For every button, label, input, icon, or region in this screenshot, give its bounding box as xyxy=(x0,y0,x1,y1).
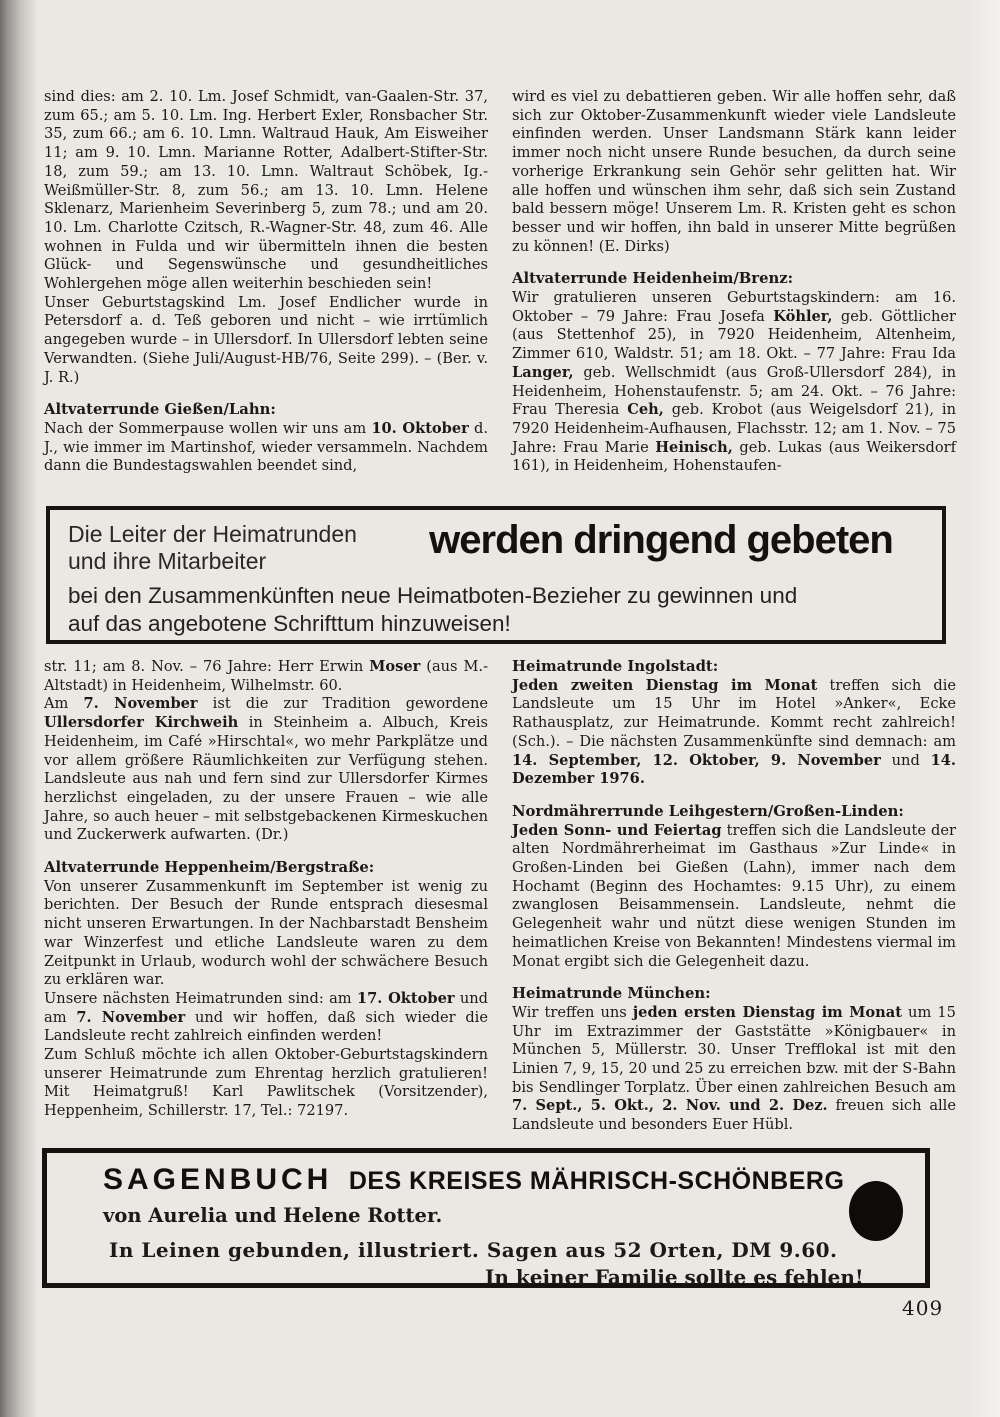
column-right-bottom xyxy=(512,658,956,1135)
section xyxy=(44,658,488,845)
column-right-top xyxy=(512,88,956,476)
advert-title-rest: DES KREISES MÄHRISCH-SCHÖNBERG xyxy=(348,1167,845,1195)
advert-authors: von Aurelia und Helene Rotter. xyxy=(103,1204,443,1227)
advert-details: In Leinen gebunden, illustriert. Sagen aus 52 Orten, DM 9.60. xyxy=(109,1238,838,1262)
section xyxy=(44,859,488,1121)
binding-shadow xyxy=(0,0,38,1417)
column-left-bottom xyxy=(44,658,488,1135)
announcement-box xyxy=(46,506,946,644)
announcement-top-line xyxy=(68,518,924,575)
announcement-body-line2: auf das angebotene Schrifttum hinzuweisen! xyxy=(68,610,511,636)
advert-box xyxy=(42,1148,930,1288)
announcement-headline: werden dringend gebeten xyxy=(429,518,893,562)
column-left-top xyxy=(44,88,488,476)
paragraph: wird es viel zu debattieren geben. Wir alle hoffen sehr, daß sich zur Oktober-Zusammenkunft wieder viele Landsleute einfinden werden. Unser Landsmann Stärk kann leider immer noch nicht unsere Runde besuchen, da durch seine vorherige Erkrankung sein Gehör sehr gelitten hat. Wir alle hoffen und wünschen ihm sehr, daß sich sein Zustand bald bessern möge! Unserem Lm. R. Kristen geht es schon besser und wir hoffen, ihn bald in unserer Mitte begrüßen zu können! (E. Dirks) xyxy=(512,88,956,255)
page-number: 409 xyxy=(902,1296,944,1320)
announcement-body-line1: bei den Zusammenkünften neue Heimatboten-Bezieher zu gewinnen und xyxy=(68,583,798,608)
paragraph: Nach der Sommerpause wollen wir uns am 10. Oktober d. J., wie immer im Martinshof, wieder versammeln. Nachdem dann die Bundestagswahlen beendet sind, xyxy=(44,419,488,475)
announcement-label-line1: Die Leiter der Heimatrunden xyxy=(68,521,357,547)
paragraph: Wir treffen uns jeden ersten Dienstag im Monat um 15 Uhr im Extrazimmer der Gaststätte »Königbauer« in München 5, Müllerstr. 30. Unser Trefflokal ist mit den Linien 7, 9, 15, 20 und 25 zu erreichen bzw. mit der S-Bahn bis Sendlinger Torplatz. Über einen zahlreichen Besuch am 7. Sept., 5. Okt., 2. Nov. und 2. Dez. freuen sich alle Landsleute und besonders Euer Hübl. xyxy=(512,1003,956,1134)
paragraph: sind dies: am 2. 10. Lm. Josef Schmidt, van-Gaalen-Str. 37, zum 65.; am 5. 10. Lm. Ing. Herbert Exler, Ronsbacher Str. 35, zum 66.; am 6. 10. Lmn. Waltraud Hauk, Am Eisweiher 11; am 9. 10. Lmn. Marianne Rotter, Adalbert-Stifter-Str. 18, zum 59.; am 13. 10. Lmn. Waltraut Schöbek, Ig.-Weißmüller-Str. 8, zum 56.; am 13. 10. Lmn. Helene Sklenarz, Marienheim Severinberg 5, zum 78.; und am 20. 10. Lm. Charlotte Czitsch, R.-Wagner-Str. 48, zum 46. Alle wohnen in Fulda und wir übermitteln ihnen die besten Glück- und Segenswünsche und gesundheitliches Wohlergehen möge allen weiterhin beschieden sein! xyxy=(44,88,488,293)
paragraph: Jeden zweiten Dienstag im Monat treffen sich die Landsleute um 15 Uhr im Hotel »Anker«, Ecke Rathausplatz, zur Heimatrunde. Kommt recht zahlreich! (Sch.). – Die nächsten Zusammenkünfte sind demnach: am 14. September, 12. Oktober, 9. November und 14. Dezember 1976. xyxy=(512,676,956,788)
announcement-label-line2: und ihre Mitarbeiter xyxy=(68,548,267,574)
black-circle-icon xyxy=(849,1181,903,1241)
top-columns xyxy=(44,88,956,476)
advert-title xyxy=(103,1163,909,1197)
paragraph: Von unserer Zusammenkunft im September ist wenig zu berichten. Der Besuch der Runde entsprach diesesmal nicht unseren Erwartungen. In der Nachbarstadt Bensheim war Winzerfest und etliche Landsleute waren zu dem Zeitpunkt in Urlaub, wodurch wohl der schwächere Besuch zu erklären war. xyxy=(44,877,488,989)
paragraph: Unsere nächsten Heimatrunden sind: am 17. Oktober und am 7. November und wir hoffen, daß sich wieder die Landsleute recht zahlreich einfinden werden! xyxy=(44,989,488,1045)
section xyxy=(512,88,956,256)
paragraph: Zum Schluß möchte ich allen Oktober-Geburtstagskindern unserer Heimatrunde zum Ehrentag herzlich gratulieren! Mit Heimatgruß! Karl Pawlitschek (Vorsitzender), Heppenheim, Schillerstr. 17, Tel.: 72197. xyxy=(44,1046,488,1120)
bottom-columns xyxy=(44,658,956,1135)
section xyxy=(44,88,488,387)
announcement-body xyxy=(68,582,924,637)
paragraph: Jeden Sonn- und Feiertag treffen sich die Landsleute der alten Nordmährerheimat im Gasthaus »Zur Linde« in Großen-Linden bei Gießen (Lahn), immer nach dem Hochamt (Beginn des Hochamtes: 9.15 Uhr), zu einem zwanglosen Beisammensein. Landsleute, nehmt die Gelegenheit wahr und nützt diese wenigen Stunden im heimatlichen Kreise von Bekannten! Mindestens viermal im Monat ergibt sich die Gelegenheit dazu. xyxy=(512,821,957,970)
section-heading: Altvaterrunde Heidenheim/Brenz: xyxy=(512,270,794,288)
section xyxy=(512,270,956,476)
paragraph: Am 7. November ist die zur Tradition gewordene Ullersdorfer Kirchweih in Steinheim a. Albuch, Kreis Heidenheim, im Café »Hirschtal«, wo mehr Parkplätze und vor allem größere Räumlichkeiten zur Verfügung stehen. Landsleute aus nah und fern sind zur Ullersdorfer Kirmes herzlichst eingeladen, zu der unsere Frauen – wie alle Jahre, so auch heuer – mit selbstgebackenen Kirmeskuchen und Zuckerwerk aufwarten. (Dr.) xyxy=(44,695,488,844)
paragraph: Wir gratulieren unseren Geburtstagskindern: am 16. Oktober – 79 Jahre: Frau Josefa Köhler, geb. Göttlicher (aus Stettenhof 25), in 7920 Heidenheim, Altenheim, Zimmer 610, Waldstr. 51; am 18. Okt. – 77 Jahre: Frau Ida Langer, geb. Wellschmidt (aus Groß-Ullersdorf 284), in Heidenheim, Hohenstaufenstr. 5; am 24. Okt. – 76 Jahre: Frau Theresia Ceh, geb. Krobot (aus Weigelsdorf 21), in 7920 Heidenheim-Aufhausen, Flachsstr. 12; am 1. Nov. – 75 Jahre: Frau Marie Heinisch, geb. Lukas (aus Weikersdorf 161), in Heidenheim, Hohenstaufen- xyxy=(512,289,956,475)
page-right-edge xyxy=(966,0,1000,1417)
advert-title-main: SAGENBUCH xyxy=(103,1163,333,1196)
section-heading: Altvaterrunde Gießen/Lahn: xyxy=(44,401,276,419)
section xyxy=(512,658,956,789)
paragraph: Unser Geburtstagskind Lm. Josef Endlicher wurde in Petersdorf a. d. Teß geboren und nicht – wie irrtümlich angegeben wurde – in Ullersdorf. In Ullersdorf lebten seine Verwandten. (Siehe Juli/August-HB/76, Seite 299). – (Ber. v. J. R.) xyxy=(44,293,488,386)
section-heading: Heimatrunde München: xyxy=(512,985,711,1003)
paragraph: str. 11; am 8. Nov. – 76 Jahre: Herr Erwin Moser (aus M.-Altstadt) in Heidenheim, Wilhelmstr. 60. xyxy=(44,658,488,694)
section xyxy=(512,985,956,1135)
announcement-label xyxy=(68,521,398,575)
section xyxy=(44,401,488,476)
section-heading: Heimatrunde Ingolstadt: xyxy=(512,658,719,675)
section xyxy=(512,803,956,971)
section-heading: Altvaterrunde Heppenheim/Bergstraße: xyxy=(44,859,375,877)
section-heading: Nordmährerrunde Leihgestern/Großen-Linden: xyxy=(512,802,904,820)
advert-slogan: In keiner Familie sollte es fehlen! xyxy=(485,1265,864,1289)
